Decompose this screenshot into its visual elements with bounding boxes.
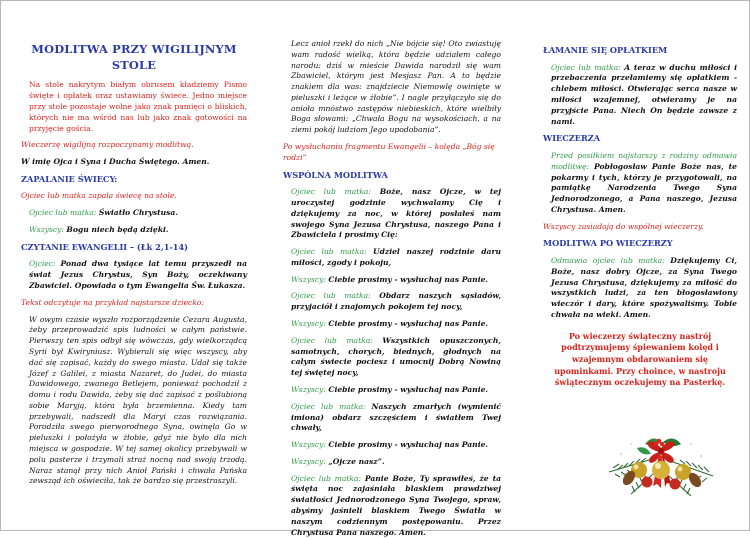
invocation: W imię Ojca i Syna i Ducha Świętego. Amen.: [21, 157, 210, 167]
intercession: [283, 187, 501, 241]
wafer-header: ŁAMANIE SIĘ OPŁATKIEM: [543, 45, 668, 55]
column-right: [543, 39, 737, 522]
speaker-label: Ojciec lub matka:: [291, 401, 366, 411]
intercession-text: Obdarz naszych sąsiadów, przyjaciół i znajomych pokojem tej nocy,: [291, 291, 501, 312]
column-middle: [283, 39, 502, 537]
supper-header: WIECZERZA: [543, 133, 601, 144]
candle-line: [21, 208, 247, 219]
closing-prayer: [283, 474, 501, 538]
intercession-text: Udziel naszej rodzinie daru miłości, zgody i pokoju,: [291, 247, 501, 267]
closing-prayer-text: Panie Boże, Ty sprawiłeś, że ta święta noc zajaśniała blaskiem prawdziwej światłości Jednorodzonego Syna Twojego, spraw, abyśmy jaśnieli blaskiem Twego Światła w naszym codziennym postępowaniu. Przez Chrystusa Pana naszego. Amen.: [291, 473, 501, 537]
speaker-label: Ojciec lub matka:: [29, 208, 97, 218]
speaker-label: Ojciec lub matka:: [291, 473, 362, 483]
response-text: Ciebie prosimy - wysłuchaj nas Panie.: [328, 440, 489, 450]
christmas-ornament-decoration: [601, 414, 721, 504]
our-father: [283, 457, 501, 468]
intercession: [283, 336, 501, 379]
speaker-label: Wszyscy:: [291, 440, 326, 450]
gospel-note: Tekst odczytuje na przykład najstarsze dziecko:: [21, 297, 205, 307]
supper-note: Przed posiłkiem najstarszy z rodziny odmawia modlitwę:: [551, 150, 737, 171]
intercession: [283, 402, 501, 434]
gospel-text: W owym czasie wyszło rozporządzenie Cezara Augusta, żeby przeprowadzić spis ludności w całym państwie. Pierwszy ten spis odbył się wówczas, gdy wielkorządcą Syrii był Kwiryniusz. Wybierali się więc wszyscy, aby dać się zapisać, każdy do swego miasta. Udał się także Józef z Galilei, z miasta Nazaret, do Judei, do miasta Dawidowego, zwanego Betlejem, ponieważ pochodził z domu i rodu Dawida, żeby się dać zapisać z poślubioną sobie Maryją, która była brzemienna. Kiedy tam przebywali, nadszedł dla Maryi czas rozwiązania. Porodziła swego pierworodnego Syna, owinęła Go w pieluszki i położyła w żłobie, gdyż nie było dla nich miejsca w gospodzie. W tej samej okolicy przebywali w polu pasterze i trzymali straż nocną nad swoją trzodą. Naraz stanął przy nich Anioł Pański i chwała Pańska zewsząd ich oświeciła, tak że bardzo się przestraszyli.: [29, 314, 247, 486]
after-gospel-note: Po wysłuchaniu fragmentu Ewangelii – kolęda „Bóg się rodzi”: [283, 142, 495, 162]
intercession: [283, 247, 501, 269]
gospel-continuation: Lecz anioł rzekł do nich „Nie bójcie się! Oto zwiastuję wam radość wielką, która będzie udziałem całego narodu: dziś w mieście Dawida narodził się wam Zbawiciel, którym jest Mesjasz Pan. A to będzie znakiem dla was: znajdziecie Niemowlę owinięte w pieluszki i leżące w żłobie”. I nagle przyłączyło się do anioła mnóstwo zastępów niebieskich, które wielbiły Boga słowami: „Chwała Bogu na wysokościach, a na ziemi pokój ludziom Jego upodobania”.: [291, 39, 501, 135]
start-note: Wieczerzę wigilijną rozpoczynamy modlitwą.: [21, 140, 194, 150]
response: [283, 385, 501, 396]
speaker-label: Wszyscy:: [291, 384, 326, 394]
bauble-icon: [652, 461, 670, 479]
gospel-header: CZYTANIE EWANGELII – (Łk 2,1-14): [21, 241, 189, 252]
after-supper-header: MODLITWA PO WIECZERZY: [543, 238, 673, 249]
response-text: Ciebie prosimy - wysłuchaj nas Panie.: [328, 274, 489, 284]
bauble-icon: [675, 464, 691, 480]
berry-icon: [660, 442, 664, 446]
wafer-prayer: [543, 63, 737, 128]
intercession-text: Naszych zmarłych (wymienić imiona) obdarz szczęściem i światłem Twej chwały,: [291, 401, 501, 433]
response: [283, 440, 501, 451]
closing-note: Po wieczerzy świąteczny nastrój podtrzymujemy śpiewaniem kolęd i wzajemnym obdarowaniem się upominkami. Przy choince, w nastroju świątecznym oczekujemy na Pasterkę.: [554, 330, 726, 388]
speaker-label: Wszyscy:: [291, 456, 326, 466]
candle-response: [21, 225, 247, 236]
response: [283, 319, 501, 330]
common-prayer-header: WSPÓLNA MODLITWA: [283, 169, 388, 180]
leaflet-title: MODLITWA PRZY WIGILIJNYM STOLE: [31, 42, 237, 73]
speaker-label: Ojciec lub matka:: [291, 291, 371, 301]
response-text: Ciebie prosimy - wysłuchaj nas Panie.: [328, 319, 489, 329]
supper-prayer-text: Pobłogosław Panie Boże nas, te pokarmy i tych, którzy je przygotowali, na pamiątkę Narodzenia Twego Syna Jednorodzonego, a Pana naszego, Jezusa Chrystusa. Amen.: [551, 161, 737, 214]
response-line: Bogu niech będą dzięki.: [66, 225, 169, 235]
response-text: Ciebie prosimy - wysłuchaj nas Panie.: [328, 384, 489, 394]
speaker-label: Ojciec:: [29, 259, 56, 269]
wafer-text: A teraz w duchu miłości i przebaczenia przełamiemy się opłatkiem - chlebem miłości. Otwierając serca nasze w miłości wzajemnej, otwieramy je na przyjście Pana. Niech On będzie zawsze z nami.: [551, 62, 737, 126]
intro-text: Na stole nakrytym białym obrusem kładziemy Pismo święte i opłatek oraz ustawiamy świece. Jedno miejsce przy stole pozostaje wolne jako znak pamięci o bliskich, których nie ma wśród nas lub jako znak gotowości na przyjęcie gościa.: [29, 80, 247, 133]
after-note: Odmawia ojciec lub matka:: [551, 256, 665, 266]
supper-note-2: Wszyscy zasiadają do wspólnej wieczerzy.: [543, 221, 704, 231]
speaker-label: Ojciec lub matka:: [291, 247, 367, 257]
gospel-intro-text: Ponad dwa tysiące lat temu przyszedł na świat Jezus Chrystus, Syn Boży, oczekiwany Zbawiciel. Opowiada o tym Ewangelia Św. Łukasza.: [29, 259, 247, 291]
gospel-intro: [21, 259, 247, 291]
speaker-label: Wszyscy:: [291, 274, 326, 284]
speaker-label: Wszyscy:: [29, 225, 64, 235]
intercession-text: Wszystkich opuszczonych, samotnych, chorych, biednych, głodnych na całym świecie pociesz i umocnij Dobrą Nowiną tej świętej nocy,: [291, 335, 502, 378]
intercession-text: Boże, nasz Ojcze, w tej uroczystej godzinie wychwalamy Cię i dziękujemy za noc, w której posłałeś nam swojego Syna Jezusa Chrystusa, naszego Pana i Zbawiciela i prosimy Cię:: [291, 187, 502, 240]
holly-leaf-icon: [637, 447, 651, 454]
speaker-label: Ojciec lub matka:: [551, 62, 621, 72]
our-father-text: „Ojcze nasz”.: [328, 456, 385, 466]
prayer-line: Światło Chrystusa.: [98, 208, 178, 218]
speaker-label: Wszyscy:: [291, 319, 326, 329]
intercession: [283, 291, 501, 313]
response: [283, 275, 501, 286]
candle-header: ZAPALANIE ŚWIECY:: [21, 173, 118, 184]
after-prayer-text: Dziękujemy Ci, Boże, nasz dobry Ojcze, za Syna Twego Jezusa Chrystusa, dziękujemy za miłość do wszystkich ludzi, za ten błogosławiony wieczór i dary, które spożywaliśmy. Tobie chwała na wieki. Amen.: [551, 256, 738, 319]
candle-note: Ojciec lub matka zapala świecę na stole.: [21, 191, 177, 201]
column-left: [21, 39, 247, 522]
speaker-label: Ojciec lub matka:: [291, 187, 372, 197]
supper-prayer: [543, 151, 737, 216]
after-supper-prayer: [543, 256, 737, 321]
speaker-label: Ojciec lub matka:: [291, 335, 373, 345]
